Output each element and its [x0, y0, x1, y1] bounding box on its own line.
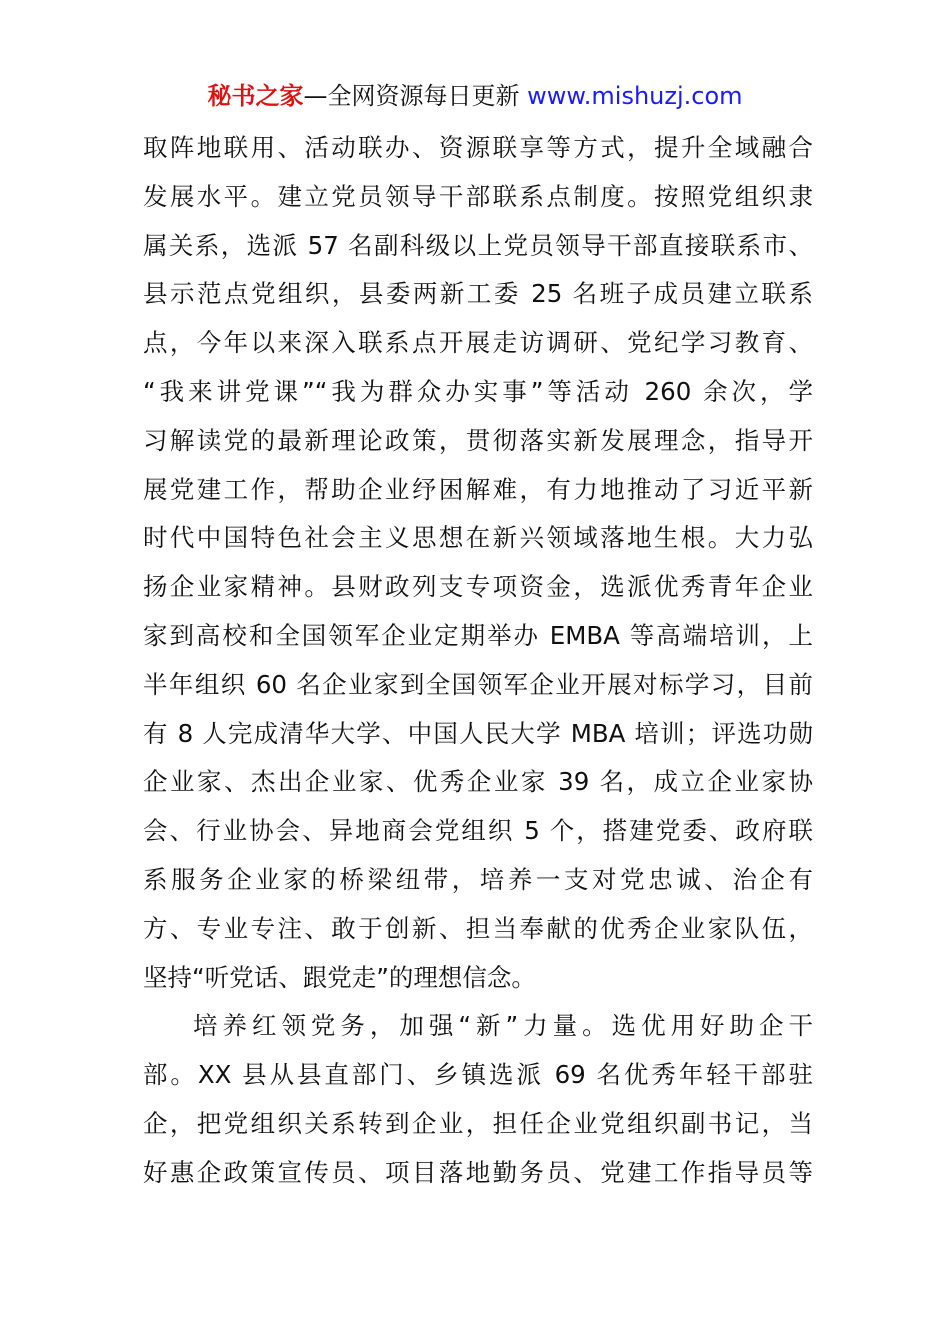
text-line: 县示范点党组织，县委两新工委 25 名班子成员建立联系	[143, 279, 813, 309]
text-line: “我来讲党课”“我为群众办实事”等活动 260 余次，学	[143, 376, 813, 406]
text-line: 培养红领党务，加强“新”力量。选优用好助企干	[193, 1011, 813, 1041]
text-line: 展党建工作，帮助企业纾困解难，有力地推动了习近平新	[143, 474, 813, 504]
text-line: 系服务企业家的桥梁纽带，培养一支对党忠诚、治企有	[143, 864, 813, 894]
text-line: 半年组织 60 名企业家到全国领军企业开展对标学习，目前	[143, 669, 813, 699]
text-line: 时代中国特色社会主义思想在新兴领域落地生根。大力弘	[143, 523, 813, 553]
page-header	[0, 78, 950, 114]
text-line: 好惠企政策宣传员、项目落地勤务员、党建工作指导员等	[143, 1157, 813, 1187]
text-line: 方、专业专注、敢于创新、担当奉献的优秀企业家队伍，	[143, 913, 813, 943]
text-line: 部。XX 县从县直部门、乡镇选派 69 名优秀年轻干部驻	[143, 1060, 813, 1090]
text-line: 扬企业家精神。县财政列支专项资金，选派优秀青年企业	[143, 572, 813, 602]
text-line: 企业家、杰出企业家、优秀企业家 39 名，成立企业家协	[143, 767, 813, 797]
text-line: 点，今年以来深入联系点开展走访调研、党纪学习教育、	[143, 328, 813, 358]
text-line: 家到高校和全国领军企业定期举办 EMBA 等高端培训，上	[143, 620, 813, 650]
text-line: 会、行业协会、异地商会党组织 5 个，搭建党委、政府联	[143, 816, 813, 846]
header-url-link[interactable]: www.mishuzj.com	[527, 82, 743, 110]
document-body	[143, 124, 813, 1198]
text-line: 有 8 人完成清华大学、中国人民大学 MBA 培训；评选功勋	[143, 718, 813, 748]
text-line: 属关系，选派 57 名副科级以上党员领导干部直接联系市、	[143, 230, 813, 260]
header-brand: 秘书之家	[207, 82, 304, 110]
header-tagline: —全网资源每日更新	[303, 82, 520, 110]
paragraph-2	[143, 1002, 813, 1197]
text-line: 取阵地联用、活动联办、资源联享等方式，提升全域融合	[143, 133, 813, 162]
text-line: 习解读党的最新理论政策，贯彻落实新发展理念，指导开	[143, 425, 813, 455]
text-line: 发展水平。建立党员领导干部联系点制度。按照党组织隶	[143, 181, 813, 211]
text-line: 坚持“听党话、跟党走”的理想信念。	[143, 962, 536, 992]
text-line: 企，把党组织关系转到企业，担任企业党组织副书记，当	[143, 1108, 813, 1138]
paragraph-1	[143, 124, 813, 1002]
